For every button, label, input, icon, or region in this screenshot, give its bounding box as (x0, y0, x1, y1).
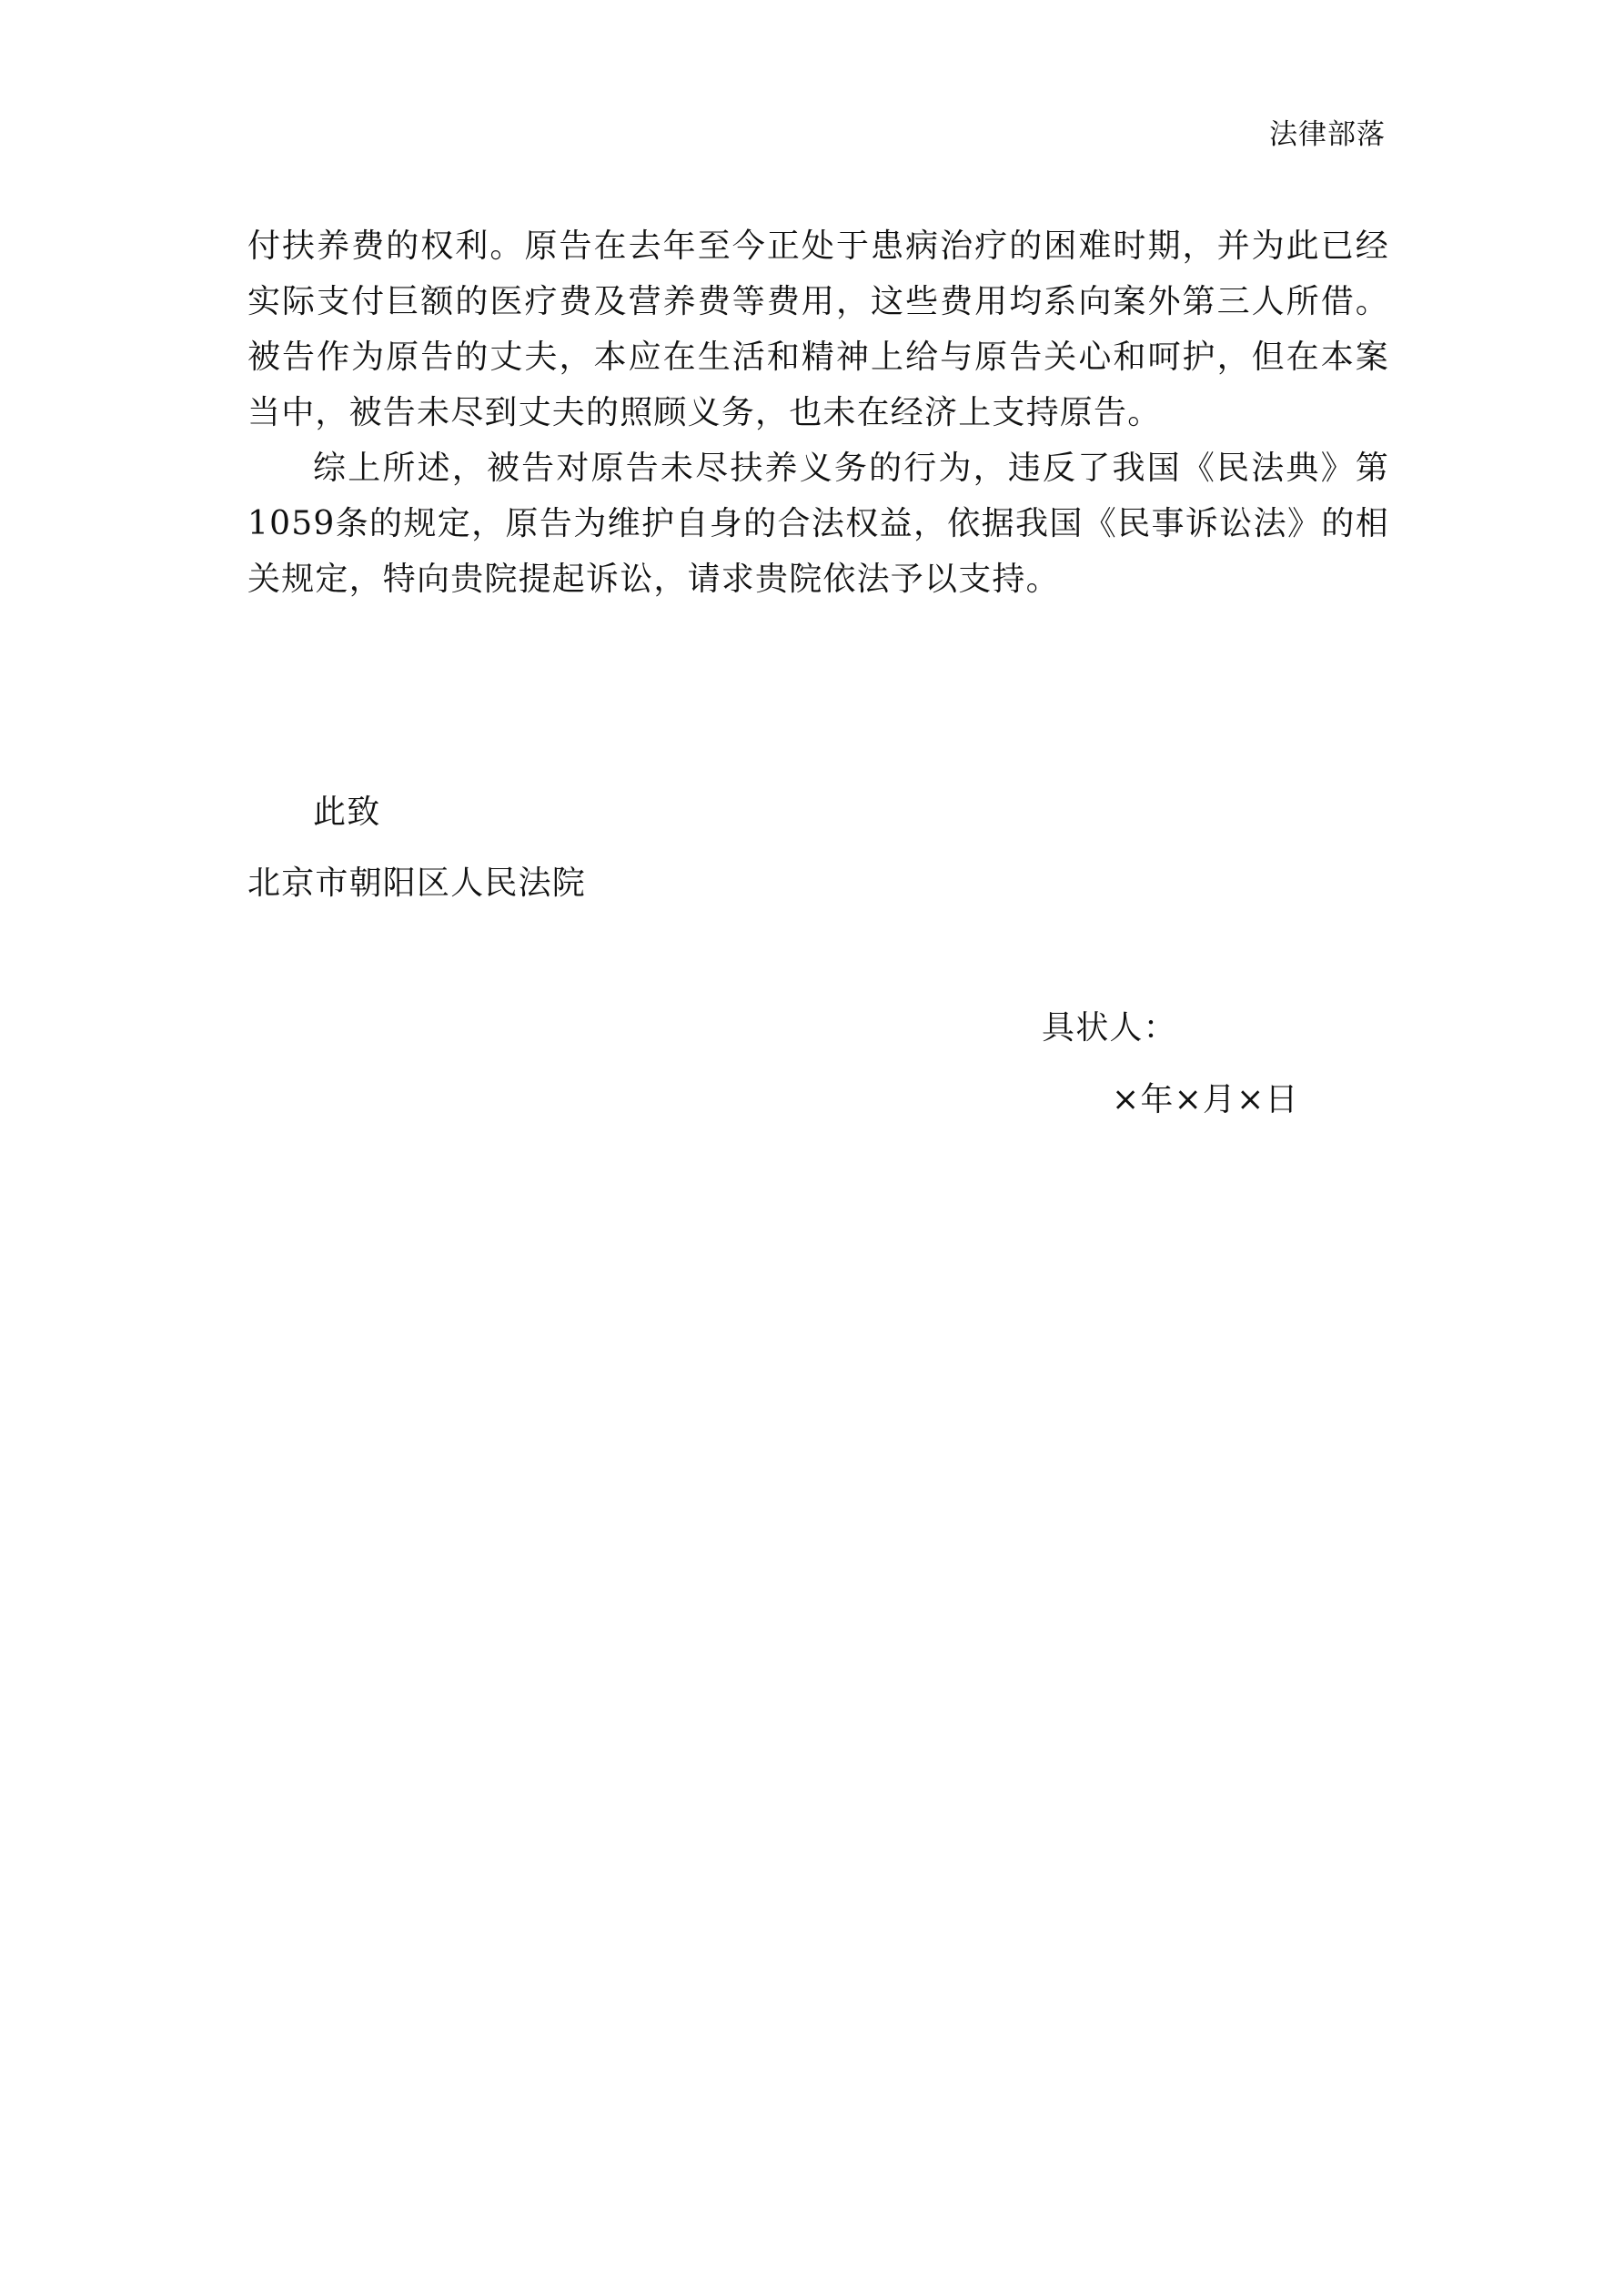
court-name: 北京市朝阳区人民法院 (247, 865, 587, 902)
signer-label: 具状人： (1042, 1009, 1177, 1047)
paragraph-continued: 付扶养费的权利。原告在去年至今正处于患病治疗的困难时期，并为此已经实际支付巨额的医疗费及营养费等费用，这些费用均系向案外第三人所借。被告作为原告的丈夫，本应在生活和精神上给与原告关心和呵护，但在本案当中，被告未尽到丈夫的照顾义务，也未在经济上支持原告。 (247, 228, 1389, 431)
signature-date: ×年×月×日 (1112, 1081, 1299, 1118)
salutation: 此致 (313, 794, 381, 831)
header-brand: 法律部落 (1269, 118, 1386, 151)
document-body (247, 218, 1389, 607)
paragraph-conclusion: 综上所述，被告对原告未尽扶养义务的行为，违反了我国《民法典》第1059条的规定，原告为维护自身的合法权益，依据我国《民事诉讼法》的相关规定，特向贵院提起诉讼，请求贵院依法予以支持。 (247, 450, 1389, 598)
